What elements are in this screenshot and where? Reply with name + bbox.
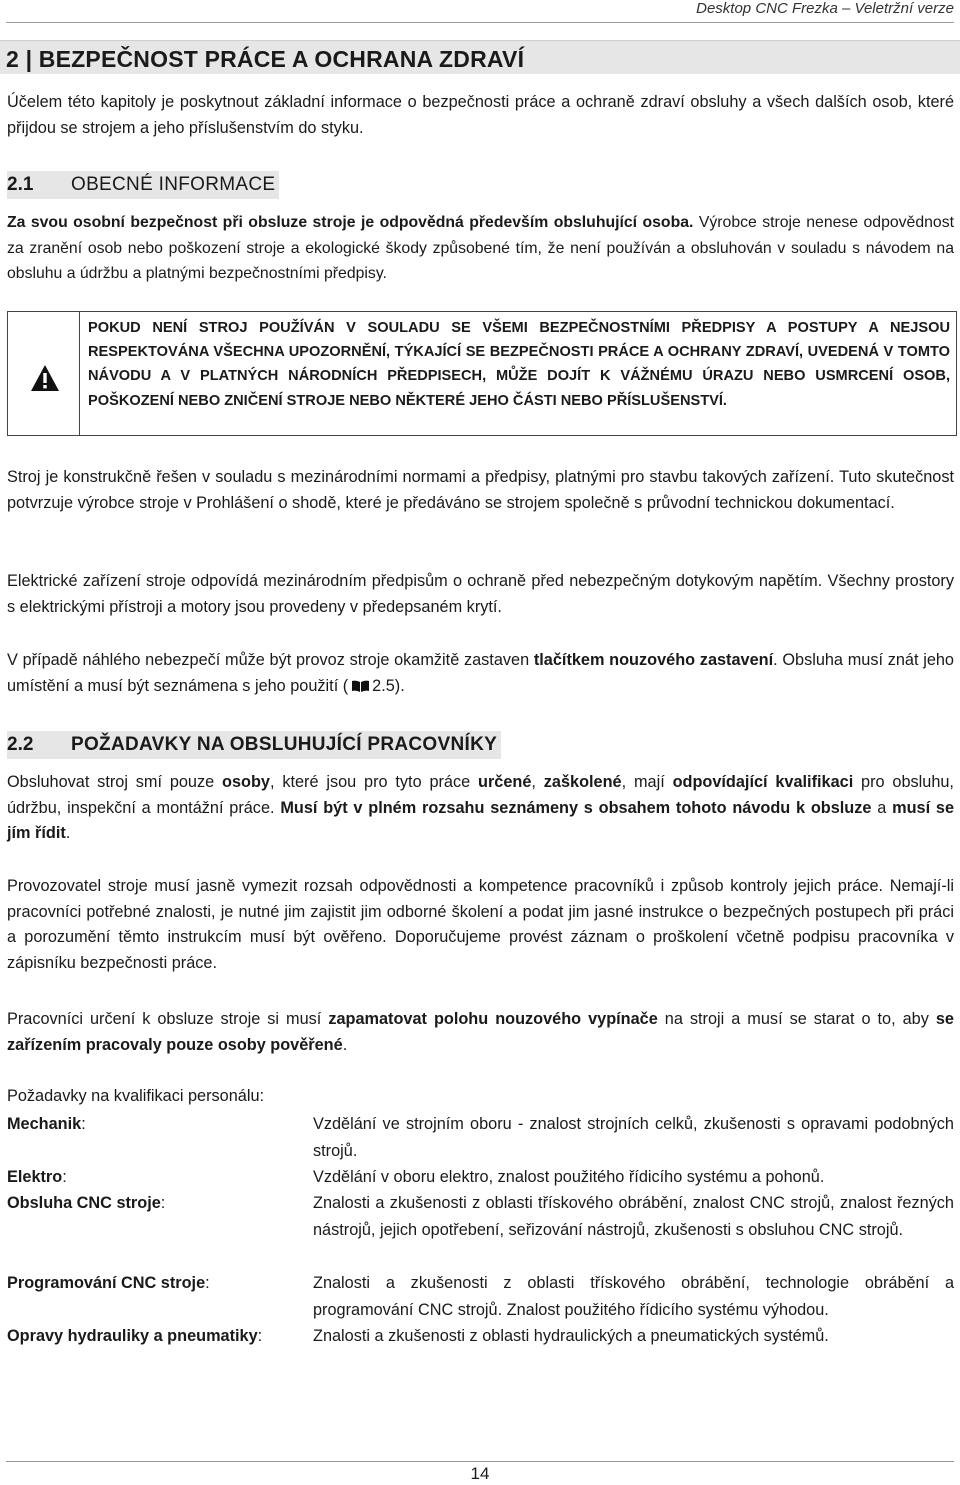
qualification-role (7, 1190, 165, 1217)
warning-text: POKUD NENÍ STROJ POUŽÍVÁN V SOULADU SE VŠEMI BEZPEČNOSTNÍMI PŘEDPISY A POSTUPY A NEJSOU RESPEKTOVÁNA VŠECHNA UPOZORNĚNÍ, TÝKAJÍCÍ SE BEZPEČNOSTI PRÁCE A OCHRANY ZDRAVÍ, UVEDENÁ V TOMTO NÁVODU A V PLATNÝCH NÁRODNÍCH PŘEDPISECH, MŮŽE DOJÍT K VÁŽNÉMU ÚRAZU NEBO USMRCENÍ OSOB, POŠKOZENÍ NEBO ZNIČENÍ STROJE NEBO NĚKTERÉ JEHO ČÁSTI NEBO PŘÍSLUŠENSTVÍ. (88, 320, 950, 409)
emergency-switch-paragraph (7, 1007, 954, 1058)
qualification-row (7, 1323, 954, 1350)
qualification-role (7, 1111, 86, 1138)
qualification-role (7, 1270, 210, 1297)
role-colon: : (160, 1194, 166, 1212)
section-reference: 2.5). (372, 676, 405, 695)
qualification-role (7, 1164, 67, 1191)
section-heading-2-2 (7, 731, 501, 759)
personal-safety-statement: Za svou osobní bezpečnost při obsluze stroje je odpovědná především obsluhující osoba. (7, 214, 694, 231)
role-colon: : (257, 1327, 263, 1345)
text: , (531, 773, 544, 791)
chapter-title: 2 | BEZPEČNOST PRÁCE A OCHRANA ZDRAVÍ (0, 40, 960, 74)
header-rule (6, 22, 954, 23)
qualification-row (7, 1270, 954, 1323)
section-title: POŽADAVKY NA OBSLUHUJÍCÍ PRACOVNÍKY (71, 734, 498, 755)
text: Obsluhovat stroj smí pouze (7, 773, 223, 791)
bold-text: určené (478, 773, 532, 791)
emergency-text-2: . Obsluha musí znát jeho umístění a musí být seznámena s jeho použití ( (7, 651, 954, 695)
qualification-intro: Požadavky na kvalifikaci personálu: (7, 1087, 265, 1105)
footer-rule (6, 1461, 954, 1462)
bold-text: odpovídající kvalifikaci (672, 773, 854, 791)
role-name: Programování CNC stroje (7, 1274, 206, 1292)
emergency-text-1: V případě náhlého nebezpečí může být provoz stroje okamžitě zastaven (7, 651, 534, 669)
role-name: Opravy hydrauliky a pneumatiky (7, 1327, 258, 1345)
electric-paragraph: Elektrické zařízení stroje odpovídá mezinárodním předpisům o ochraně před nebezpečným dotykovým napětím. Všechny prostory s elektrickými přístroji a motory jsou provedeny v předepsaném krytí. (7, 572, 954, 616)
role-name: Mechanik (7, 1115, 82, 1133)
role-colon: : (81, 1115, 86, 1133)
text: pro obsluhu, údržbu, inspekční a montážní práce. (7, 773, 954, 817)
operators-paragraph (7, 770, 954, 847)
emergency-stop-button-term: tlačítkem nouzového zastavení (533, 651, 774, 669)
qualification-description: Vzdělání v oboru elektro, znalost použitého řídicího systému a pohonů. (313, 1168, 825, 1186)
section-title: OBECNÉ INFORMACE (71, 174, 276, 195)
text: , mají (621, 773, 673, 791)
qualification-description: Znalosti a zkušenosti z oblasti třískového obrábění, znalost CNC strojů, znalost řezných nástrojů, jejich opotřebení, seřizování nástrojů, zkušenosti s obsluhou CNC strojů. (313, 1194, 954, 1239)
page-number: 14 (470, 1464, 490, 1483)
text: a (871, 798, 893, 817)
general-info-paragraph (7, 210, 954, 287)
bold-text: Musí být v plném rozsahu seznámeny s obsahem tohoto návodu k obsluze (280, 798, 872, 817)
bold-text: musí se jím řídit (7, 798, 954, 842)
qualification-role (7, 1323, 262, 1350)
bold-text: zaškolené (543, 773, 622, 791)
section-heading-2-1 (7, 171, 279, 199)
emergency-stop-paragraph (7, 648, 954, 699)
qualification-description: Vzdělání ve strojním oboru - znalost strojních celků, zkušenosti s opravami podobných strojů. (313, 1115, 954, 1160)
manufacturer-liability-text: Výrobce stroje nenese odpovědnost za zranění osob nebo poškození stroje a ekologické škody způsobené tím, že není používán a obsluhován v souladu s návodem na obsluhu a údržbu a platnými bezpečnostními předpisy. (7, 214, 954, 282)
role-colon: : (205, 1274, 210, 1292)
qualification-description: Znalosti a zkušenosti z oblasti hydraulických a pneumatických systémů. (313, 1327, 829, 1345)
qualification-row (7, 1164, 954, 1191)
role-name: Obsluha CNC stroje (7, 1194, 161, 1212)
running-header: Desktop CNC Frezka – Veletržní verze (696, 0, 954, 17)
bold-text: osoby (222, 773, 270, 791)
qualification-description: Znalosti a zkušenosti z oblasti třískového obrábění, technologie obrábění a programování CNC strojů. Znalost použitého řídicího systému výhodou. (313, 1274, 954, 1319)
role-colon: : (62, 1168, 67, 1186)
operator-responsibility-paragraph: Provozovatel stroje musí jasně vymezit rozsah odpovědnosti a kompetence pracovníků i způsob kontroly jejich práce. Nemají-li pracovníci potřebné znalosti, je nutné jim zajistit jim odborné školení a podat jim jasné instrukce o bezpečných postupech při práci a porozumění těmto instrukcím musí být ověřeno. Doporučujeme provést záznam o proškolení včetně podpisu pracovníka v zápisníku bezpečnosti práce. (7, 877, 954, 972)
warning-icon-cell (8, 312, 80, 435)
intro-paragraph: Účelem této kapitoly je poskytnout základní informace o bezpečnosti práce a ochraně zdraví obsluhy a všech dalších osob, které přijdou se strojem a jeho příslušenstvím do styku. (7, 93, 954, 137)
text: Pracovníci určení k obsluze stroje si musí (7, 1010, 329, 1028)
construction-paragraph: Stroj je konstrukčně řešen v souladu s mezinárodními normami a předpisy, platnými pro stavbu takových zařízení. Tuto skutečnost potvrzuje výrobce stroje v Prohlášení o shodě, které je předáváno se strojem společně s průvodní technickou dokumentací. (7, 468, 954, 512)
section-number: 2.1 (7, 174, 34, 195)
book-icon (351, 680, 370, 692)
section-number: 2.2 (7, 734, 34, 755)
bold-text: zapamatovat polohu nouzového vypínače (328, 1010, 658, 1028)
qualification-row (7, 1190, 954, 1270)
text: . (342, 1035, 348, 1054)
bold-text: se zařízením pracovaly pouze osoby pověřené (7, 1010, 954, 1054)
text: na stroji a musí se starat o to, aby (657, 1010, 936, 1028)
warning-triangle-icon (30, 364, 60, 392)
text: . (65, 824, 71, 842)
role-name: Elektro (7, 1168, 63, 1186)
qualification-row (7, 1111, 954, 1164)
text: , které jsou pro tyto práce (269, 773, 479, 791)
warning-box (7, 311, 957, 436)
